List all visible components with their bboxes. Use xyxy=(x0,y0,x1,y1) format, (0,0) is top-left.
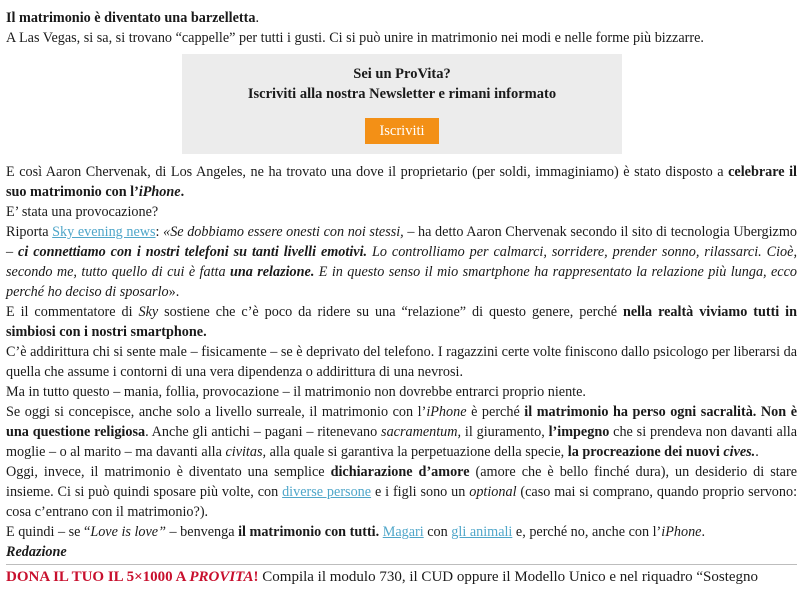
divider xyxy=(6,564,797,565)
signature: Redazione xyxy=(6,544,67,560)
newsletter-box xyxy=(182,54,622,154)
headline: Il matrimonio è diventato una barzelletta xyxy=(6,10,256,26)
newsletter-title: Sei un ProVita? xyxy=(353,66,451,82)
intro-line: A Las Vegas, si sa, si trovano “cappelle” per tutti i gusti. Ci si può unire in matrimonio nei modi e nelle forme più bizzarre. xyxy=(6,30,704,46)
paragraph-declaration: Oggi, invece, il matrimonio è diventato una semplice dichiarazione d’amore (amore che è bello finché dura), un desiderio di stare insieme. Ci si può quindi sposare più volte, con diverse persone e i figli sono un optional (caso mai si comprano, quando proprio servono: cosa c’entrano con il matrimonio?). xyxy=(6,464,798,520)
sky-evening-news-link[interactable]: Sky evening news xyxy=(52,224,156,240)
paragraph-sacrality: Se oggi si concepisce, anche solo a livello surreale, il matrimonio con l’iPhone è perché il matrimonio ha perso ogni sacralità. Non è una questione religiosa. Anche gli antichi – pagani – ritenevano sacramentum, il giuramento, l’impegno che si prendeva non davanti alla moglie – o al marito – ma davanti alla civitas, alla quale si garantiva la perpetuazione della specie, la procreazione dei nuovi cives.. xyxy=(6,404,798,460)
paragraph-love-is-love: E quindi – se “Love is love” – benvenga il matrimonio con tutti. Magari con gli animali e, perché no, anche con l’iPhone. xyxy=(6,524,706,540)
paragraph-celebration: E così Aaron Chervenak, di Los Angeles, ne ha trovato una dove il proprietario (per soldi, immaginiamo) è stato disposto a celebrare il suo matrimonio con l’iPhone. xyxy=(6,164,797,200)
newsletter-subtitle: Iscriviti alla nostra Newsletter e rimani informato xyxy=(247,86,557,102)
donate-heading: DONA IL TUO IL 5×1000 A PROVITA! xyxy=(6,569,259,585)
paragraph-question: E’ stata una provocazione? xyxy=(6,204,159,220)
intro-paragraph: Il matrimonio è diventato una barzelletta. A Las Vegas, si sa, si trovano “cappelle” per tutti i gusti. Ci si può unire in matrimonio nei modi e nelle forme più bizzarre. xyxy=(6,10,704,46)
donate-banner: DONA IL TUO IL 5×1000 A PROVITA! Compila il modulo 730, il CUD oppure il Modello Unico e nel riquadro “Sostegno xyxy=(6,569,759,585)
paragraph-quote: Riporta Sky evening news: «Se dobbiamo essere onesti con noi stessi, – ha detto Aaron Chervenak secondo il sito di tecnologia Ubergizmo – ci connettiamo con i nostri telefoni su tanti livelli emotivi. Lo controlliamo per calmarci, sorridere, prender sonno, rilassarci. Cioè, secondo me, tutto quello di cui è fatta una relazione. E in questo senso il mio smartphone ha rappresentato la relazione più lunga, ecco perché ho deciso di sposarlo». xyxy=(6,224,797,300)
article xyxy=(6,0,797,588)
subscribe-button[interactable]: Iscriviti xyxy=(365,118,438,144)
gli-animali-link[interactable]: gli animali xyxy=(451,524,513,540)
paragraph-dependency: C’è addirittura chi si sente male – fisicamente – se è deprivato del telefono. I ragazzini certe volte finiscono dallo psicologo per liberarsi da quella che assume i contorni di una vera dipendenza o addirittura di una nevrosi. xyxy=(6,344,797,380)
diverse-persone-link[interactable]: diverse persone xyxy=(282,484,372,500)
paragraph-mania: Ma in tutto questo – mania, follia, provocazione – il matrimonio non dovrebbe entrarci proprio niente. xyxy=(6,384,586,400)
magari-link[interactable]: Magari xyxy=(382,524,424,540)
paragraph-commentator: E il commentatore di Sky sostiene che c’è poco da ridere su una “relazione” di questo genere, perché nella realtà viviamo tutti in simbiosi con i nostri smartphone. xyxy=(6,304,798,340)
